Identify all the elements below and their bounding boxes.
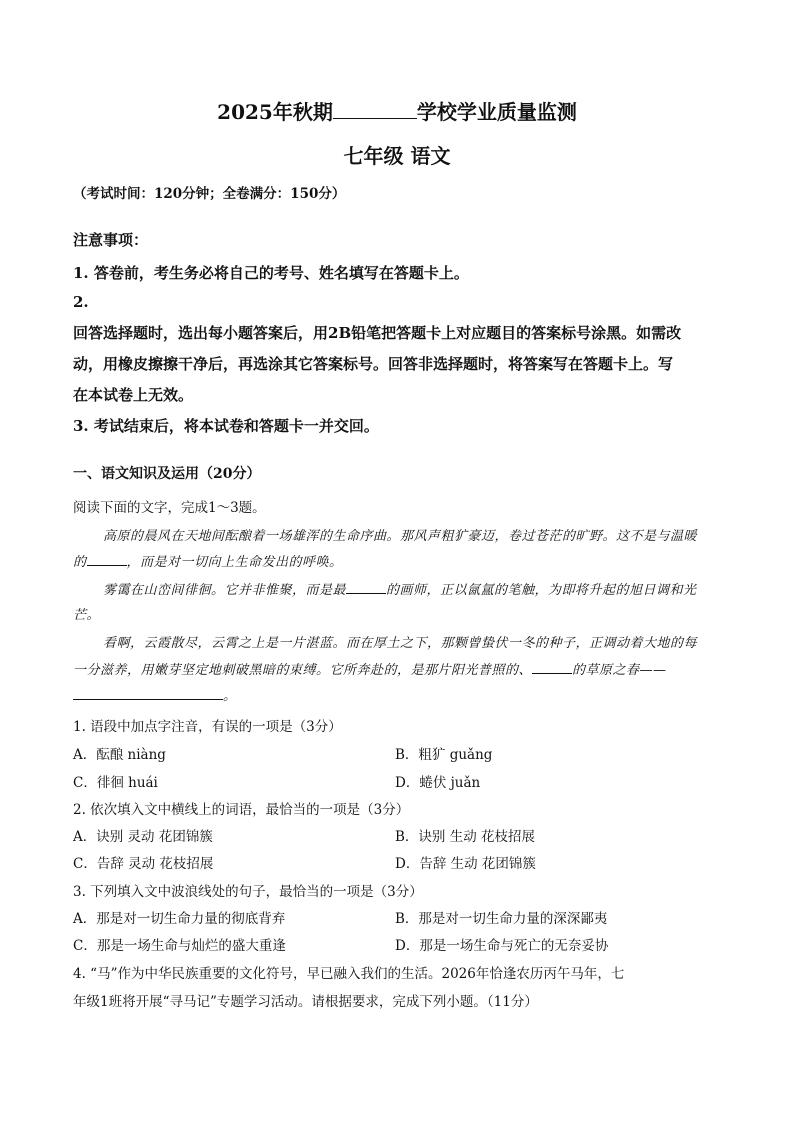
passage-text: 一分滋养，用嫩芽坚定地刺破黑暗的束缚。它所奔赴的，是那片阳光普照的、 [73, 663, 533, 678]
question-4-stem-line-1: 4. “马”作为中华民族重要的文化符号，早已融入我们的生活。2026年恰逢农历丙午马年，七 [73, 966, 625, 982]
passage-text: 的草原之春—— [572, 663, 667, 678]
passage-paragraph-2-line-2: 芒。 [73, 608, 101, 623]
passage-paragraph-3-line-1: 看啊，云霞散尽，云霄之上是一片湛蓝。而在厚土之下，那颗曾蛰伏一冬的种子，正调动着大地的每 [103, 636, 698, 651]
section-1-title: 一、语文知识及运用（20分） [73, 466, 261, 482]
notice-heading: 注意事项： [73, 231, 149, 249]
passage-text: 的 [73, 555, 87, 570]
question-3-option-d: D．那是一场生命与死亡的无奈妥协 [395, 938, 609, 954]
notice-item-2-line-2: 动，用橡皮擦擦干净后，再选涂其它答案标号。回答非选择题时，将答案写在答题卡上。写 [73, 355, 674, 373]
passage-text: ，而是对一切向上生命发出的呼唤。 [126, 555, 343, 570]
question-1-option-d: D．蜷伏 juǎn [395, 775, 481, 791]
exam-info: （考试时间：120分钟；全卷满分：150分） [73, 186, 346, 202]
passage-text: 的画师，正以氤氲的笔触，为即将升起的旭日调和光 [386, 583, 697, 598]
title-suffix: 学校学业质量监测 [416, 100, 577, 124]
fill-blank-3 [532, 661, 572, 674]
question-3-stem: 3. 下列填入文中波浪线处的句子，最恰当的一项是（3分） [73, 884, 423, 900]
passage-text: 雾霭在山峦间徘徊。它并非惟聚，而是最 [103, 583, 347, 598]
question-1-option-c: C．徘徊 huái [73, 775, 158, 791]
question-2-option-a: A．诀别 灵动 花团锦簇 [73, 829, 213, 845]
question-2-stem: 2. 依次填入文中横线上的词语，最恰当的一项是（3分） [73, 802, 410, 818]
question-4-stem-line-2: 年级1班将开展“寻马记”专题学习活动。请根据要求，完成下列小题。（11分） [73, 994, 538, 1010]
notice-item-3: 3. 考试结束后，将本试卷和答题卡一并交回。 [73, 417, 379, 435]
question-2-option-c: C．告辞 灵动 花枝招展 [73, 856, 214, 872]
question-3-option-a: A．那是对一切生命力量的彻底背弃 [73, 911, 286, 927]
school-name-blank [333, 102, 417, 119]
passage-paragraph-3-line-2 [73, 659, 667, 678]
question-2-option-d: D．告辞 生动 花团锦簇 [395, 856, 536, 872]
passage-paragraph-1-line-2 [73, 551, 343, 570]
notice-item-2-line-3: 在本试卷上无效。 [73, 386, 194, 404]
notice-item-1: 1. 答卷前，考生务必将自己的考号、姓名填写在答题卡上。 [73, 264, 469, 282]
title-prefix: 2025年秋期 [217, 100, 333, 124]
passage-paragraph-2-line-1 [103, 579, 697, 598]
passage-paragraph-1-line-1: 高原的晨风在天地间酝酿着一场雄浑的生命序曲。那风声粗犷豪迈，卷过苍茫的旷野。这不是与温暖 [103, 529, 698, 544]
reading-intro: 阅读下面的文字，完成1～3题。 [73, 500, 266, 516]
question-1-option-a: A．酝酿 niàng [73, 747, 166, 763]
passage-paragraph-3-line-3 [73, 685, 237, 704]
fill-blank-2 [346, 581, 386, 594]
question-3-option-b: B．那是对一切生命力量的深深鄙夷 [395, 911, 608, 927]
notice-item-2-line-1: 回答选择题时，选出每小题答案后，用2B铅笔把答题卡上对应题目的答案标号涂黑。如需改 [73, 324, 682, 342]
question-3-option-c: C．那是一场生命与灿烂的盛大重逢 [73, 938, 286, 954]
exam-subtitle: 七年级 语文 [343, 144, 451, 168]
question-1-stem: 1. 语段中加点字注音，有误的一项是（3分） [73, 719, 342, 735]
notice-item-2-number: 2. [73, 293, 89, 311]
question-2-option-b: B．诀别 生动 花枝招展 [395, 829, 536, 845]
exam-title [0, 96, 794, 125]
fill-blank-1 [87, 553, 127, 566]
passage-text: 。 [223, 689, 237, 704]
question-1-option-b: B．粗犷 guǎng [395, 747, 493, 763]
wavy-line-blank [73, 687, 223, 700]
